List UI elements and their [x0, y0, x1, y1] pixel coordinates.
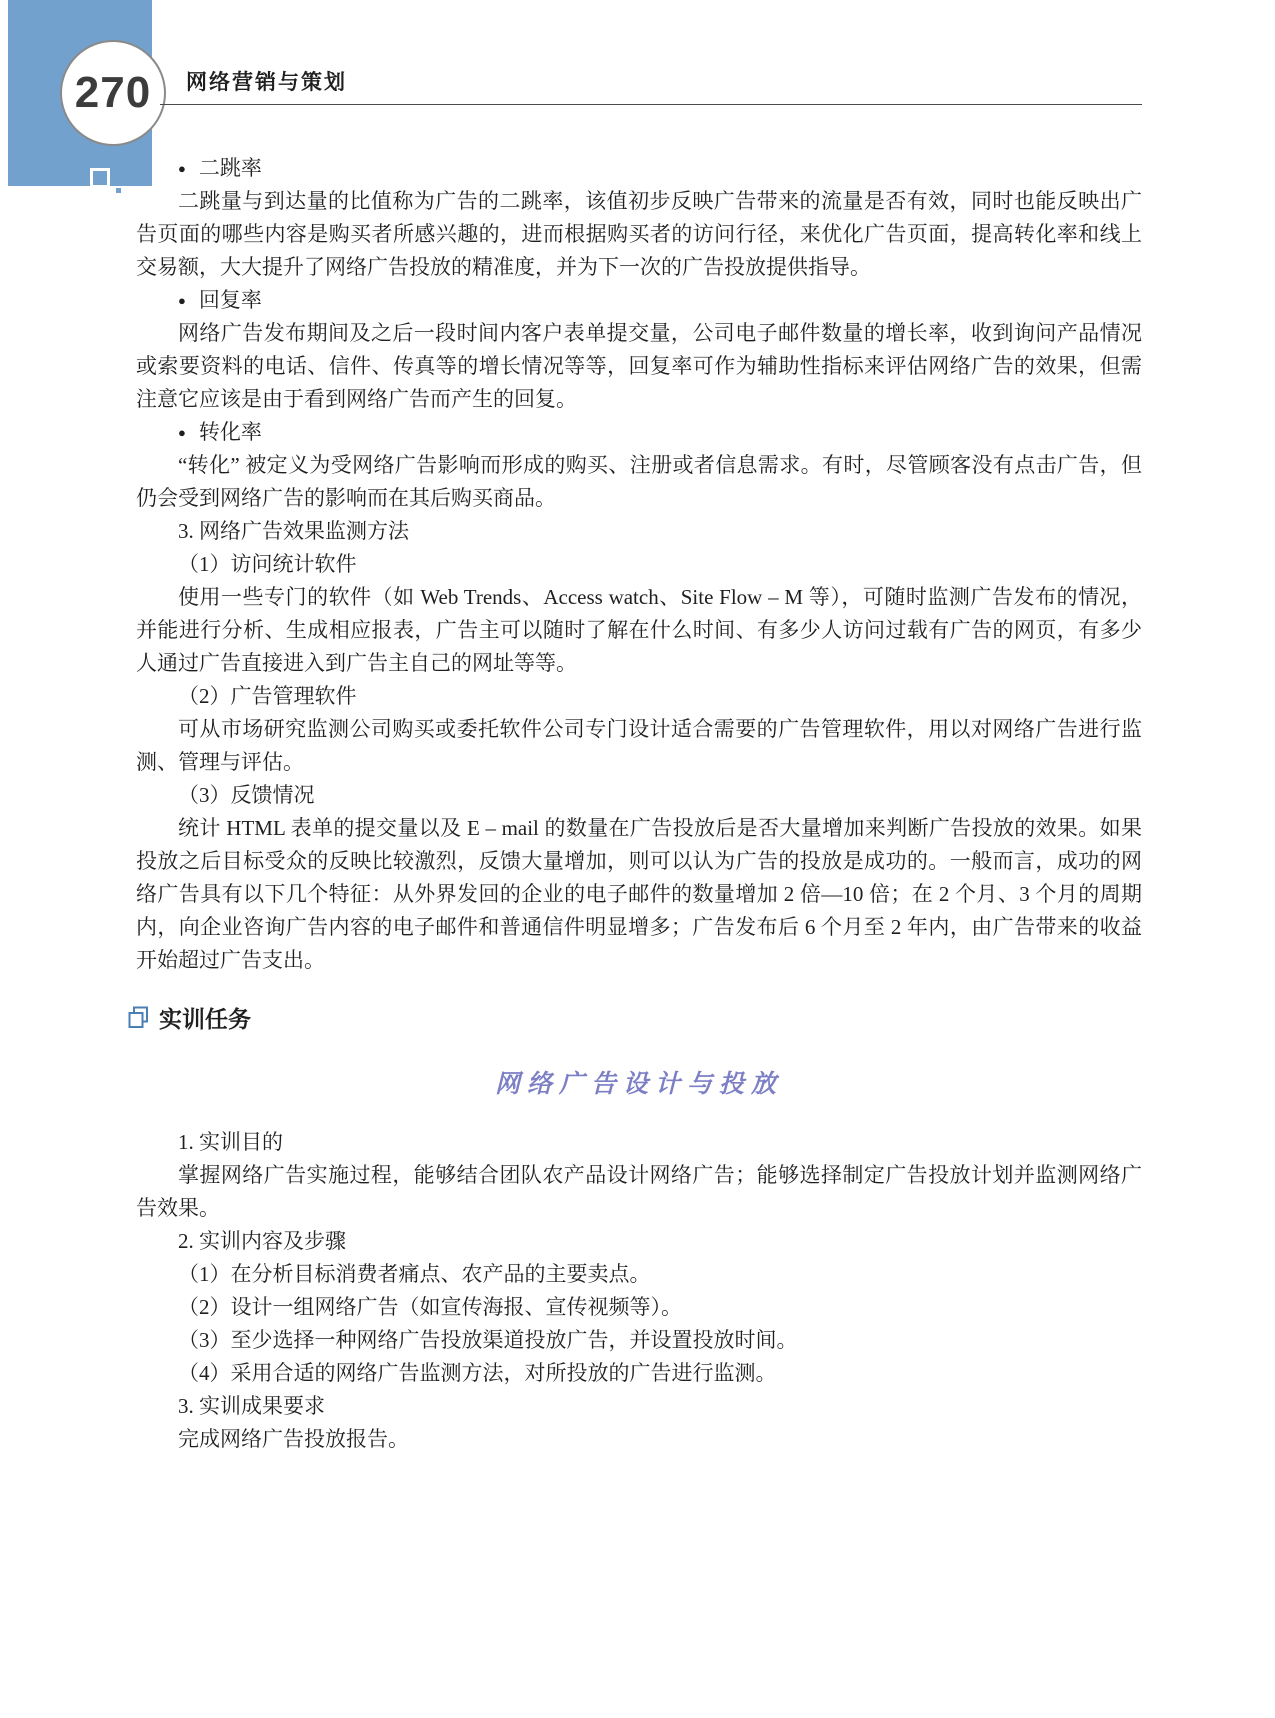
paragraph: 网络广告发布期间及之后一段时间内客户表单提交量，公司电子邮件数量的增长率，收到询问产品情况或索要资料的电话、信件、传真等的增长情况等等，回复率可作为辅助性指标来评估网络广告的效果，但需注意它应该是由于看到网络广告而产生的回复。	[136, 321, 1142, 411]
bullet-icon: ●	[178, 425, 186, 440]
pages-icon	[128, 1006, 149, 1029]
training-task-title: 网络广告设计与投放	[494, 1071, 783, 1098]
running-header-title: 网络营销与策划	[186, 70, 347, 94]
paragraph: 使用一些专门的软件（如 Web Trends、Access watch、Site Flow – M 等），可随时监测广告发布的情况，并能进行分析、生成相应报表，广告主可以随时了解在什么时间、有多少人访问过载有广告的网页，有多少人通过广告直接进入到广告主自己的网址等等。	[136, 585, 1142, 675]
paragraph: 二跳量与到达量的比值称为广告的二跳率，该值初步反映广告带来的流量是否有效，同时也能反映出广告页面的哪些内容是购买者所感兴趣的，进而根据购买者的访问行径，来优化广告页面，提高转化率和线上交易额，大大提升了网络广告投放的精准度，并为下一次的广告投放提供指导。	[136, 189, 1142, 279]
header-rule	[160, 104, 1142, 105]
list-item: （1）在分析目标消费者痛点、农产品的主要卖点。	[178, 1262, 651, 1286]
bullet-label: 回复率	[198, 288, 262, 312]
list-item: （4）采用合适的网络广告监测方法，对所投放的广告进行监测。	[178, 1361, 777, 1385]
paragraph: 掌握网络广告实施过程，能够结合团队农产品设计网络广告；能够选择制定广告投放计划并监测网络广告效果。	[136, 1163, 1142, 1220]
bullet-icon: ●	[178, 161, 186, 176]
bullet-item	[136, 284, 1142, 317]
numbered-heading: 3. 网络广告效果监测方法	[178, 519, 409, 543]
list-item: （2）设计一组网络广告（如宣传海报、宣传视频等）。	[178, 1295, 682, 1319]
numbered-heading: 1. 实训目的	[178, 1130, 283, 1154]
training-task-section-header	[128, 1001, 1142, 1034]
closing-line: 完成网络广告投放报告。	[178, 1427, 409, 1451]
sub-heading: （3）反馈情况	[178, 783, 315, 807]
corner-square-small-decoration	[114, 186, 123, 195]
bullet-label: 转化率	[198, 420, 262, 444]
bullet-label: 二跳率	[198, 156, 262, 180]
page-number-badge	[60, 40, 166, 146]
numbered-heading: 2. 实训内容及步骤	[178, 1229, 346, 1253]
numbered-heading: 3. 实训成果要求	[178, 1394, 325, 1418]
sub-heading: （1）访问统计软件	[178, 552, 357, 576]
paragraph: 统计 HTML 表单的提交量以及 E – mail 的数量在广告投放后是否大量增加来判断广告投放的效果。如果投放之后目标受众的反映比较激烈，反馈大量增加，则可以认为广告的投放是成功的。一般而言，成功的网络广告具有以下几个特征：从外界发回的企业的电子邮件的数量增加 2 倍—10 倍；在 2 个月、3 个月的周期内，向企业咨询广告内容的电子邮件和普通信件明显增多；广告发布后 6 个月至 2 年内，由广告带来的收益开始超过广告支出。	[136, 816, 1142, 972]
sub-heading: （2）广告管理软件	[178, 684, 357, 708]
training-task-section-label: 实训任务	[159, 1007, 251, 1032]
bullet-item	[136, 152, 1142, 185]
bullet-icon: ●	[178, 293, 186, 308]
bullet-item	[136, 416, 1142, 449]
paragraph: “转化” 被定义为受网络广告影响而形成的购买、注册或者信息需求。有时，尽管顾客没有点击广告，但仍会受到网络广告的影响而在其后购买商品。	[136, 453, 1142, 510]
list-item: （3）至少选择一种网络广告投放渠道投放广告，并设置投放时间。	[178, 1328, 798, 1352]
corner-square-decoration	[90, 168, 110, 188]
page-number: 270	[74, 68, 152, 117]
paragraph: 可从市场研究监测公司购买或委托软件公司专门设计适合需要的广告管理软件，用以对网络广告进行监测、管理与评估。	[136, 717, 1142, 774]
page-content	[136, 152, 1142, 1456]
